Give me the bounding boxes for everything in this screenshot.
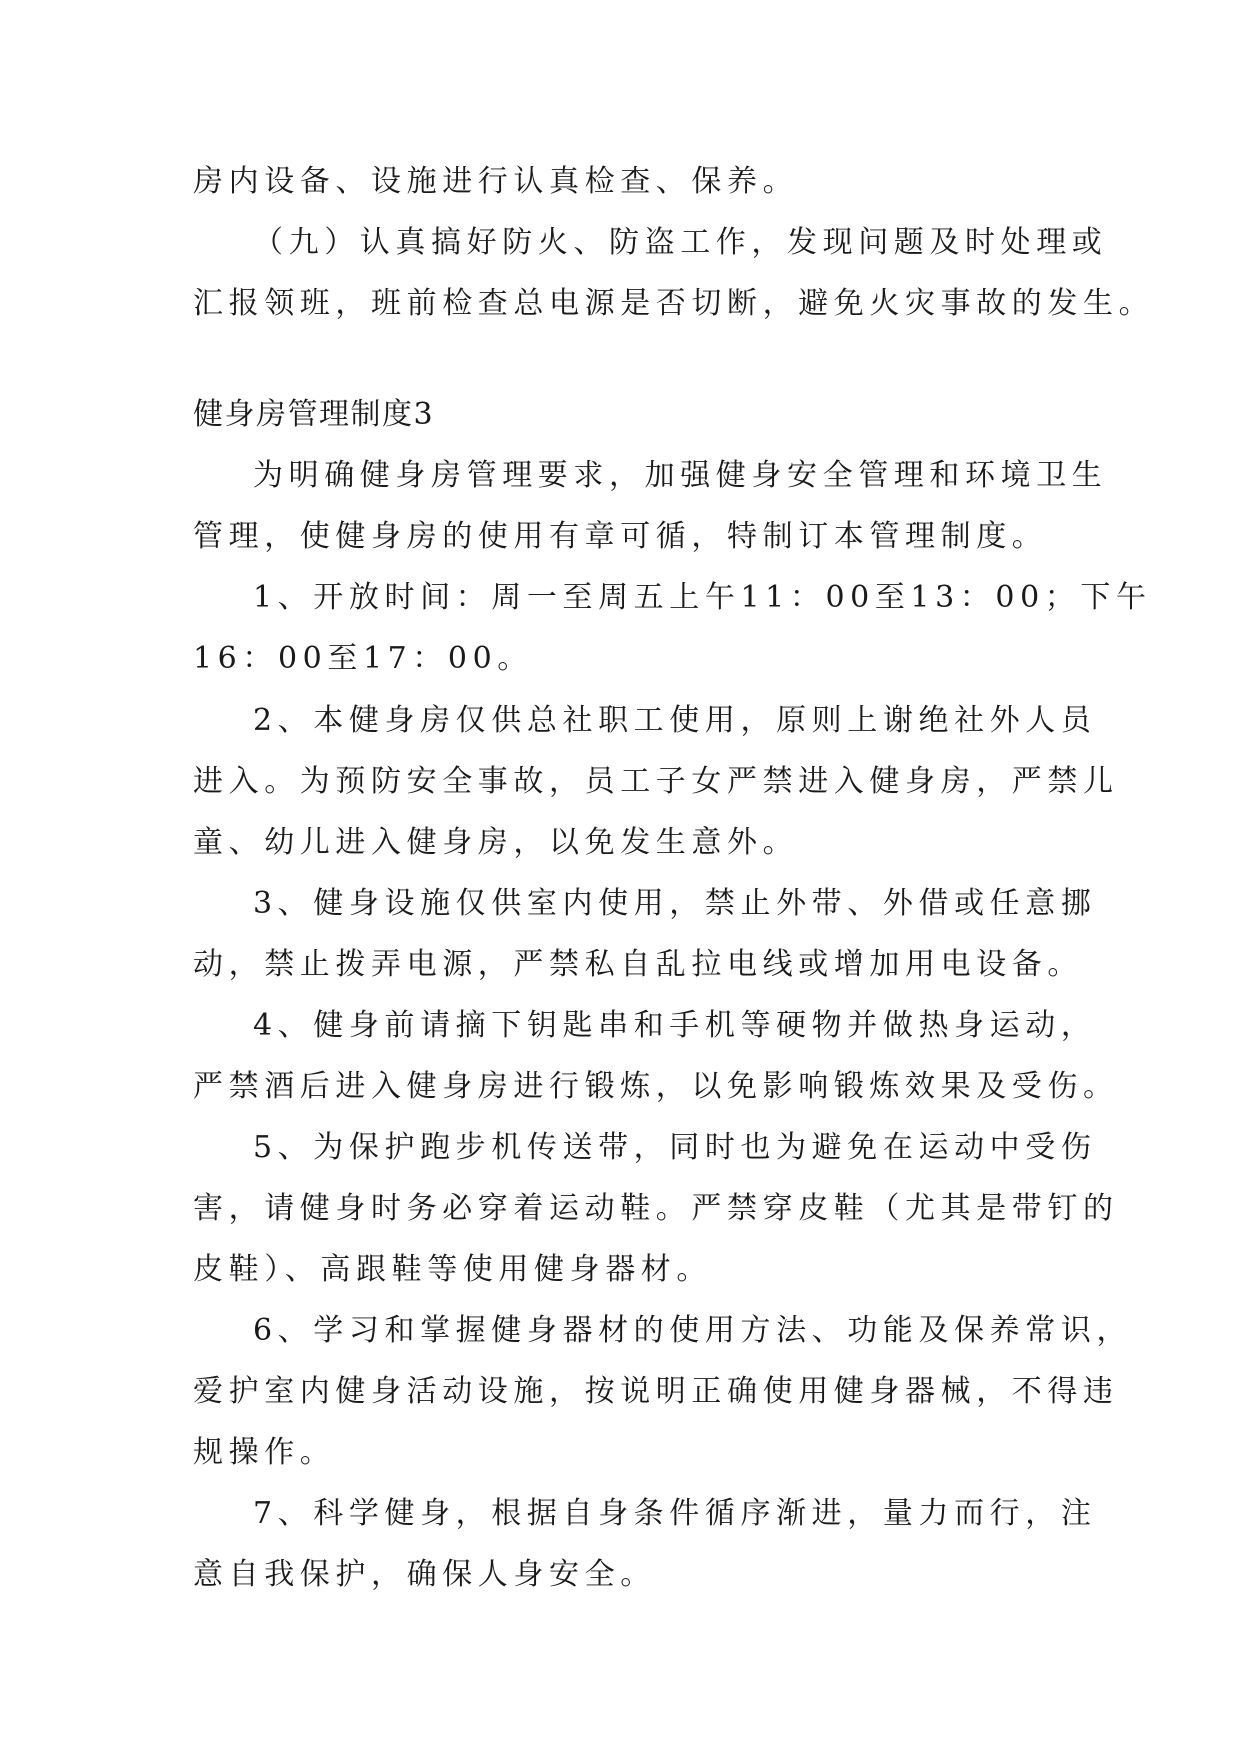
- text-line: 2、本健身房仅供总社职工使用，原则上谢绝社外人员: [253, 703, 1097, 738]
- text-line: 7、科学健身，根据自身条件循序渐进，量力而行，注: [253, 1496, 1097, 1531]
- text-line: 3、健身设施仅供室内使用，禁止外带、外借或任意挪: [253, 886, 1097, 921]
- text-line: 6、学习和掌握健身器材的使用方法、功能及保养常识，: [253, 1313, 1133, 1348]
- text-line: 规操作。: [193, 1435, 336, 1470]
- text-line: 进入。为预防安全事故，员工子女严禁进入健身房，严禁儿: [193, 764, 1119, 799]
- text-line: 动，禁止拨弄电源，严禁私自乱拉电线或增加用电设备。: [193, 947, 1083, 982]
- text-line: （九）认真搞好防火、防盗工作，发现问题及时处理或: [253, 225, 1108, 260]
- text-line: 严禁酒后进入健身房进行锻炼，以免影响锻炼效果及受伤。: [193, 1069, 1119, 1104]
- text-line: 皮鞋）、高跟鞋等使用健身器材。: [193, 1252, 712, 1287]
- text-line: 管理，使健身房的使用有章可循，特制订本管理制度。: [193, 519, 1048, 554]
- text-line: 童、幼儿进入健身房，以免发生意外。: [193, 825, 799, 860]
- text-line: 房内设备、设施进行认真检查、保养。: [193, 164, 799, 199]
- text-line: 16：00至17：00。: [193, 641, 533, 676]
- text-line: 为明确健身房管理要求，加强健身安全管理和环境卫生: [253, 458, 1108, 493]
- section-heading: 健身房管理制度3: [193, 397, 435, 432]
- text-line: 害，请健身时务必穿着运动鞋。严禁穿皮鞋（尤其是带钉的: [193, 1191, 1119, 1226]
- text-line: 爱护室内健身活动设施，按说明正确使用健身器械，不得违: [193, 1374, 1119, 1409]
- text-line: 1、开放时间：周一至周五上午11：00至13：00；下午: [253, 580, 1152, 615]
- text-line: 意自我保护，确保人身安全。: [193, 1557, 656, 1592]
- text-line: 汇报领班，班前检查总电源是否切断，避免火灾事故的发生。: [193, 286, 1155, 321]
- text-line: 4、健身前请摘下钥匙串和手机等硬物并做热身运动，: [253, 1008, 1097, 1043]
- text-line: 5、为保护跑步机传送带，同时也为避免在运动中受伤: [253, 1130, 1097, 1165]
